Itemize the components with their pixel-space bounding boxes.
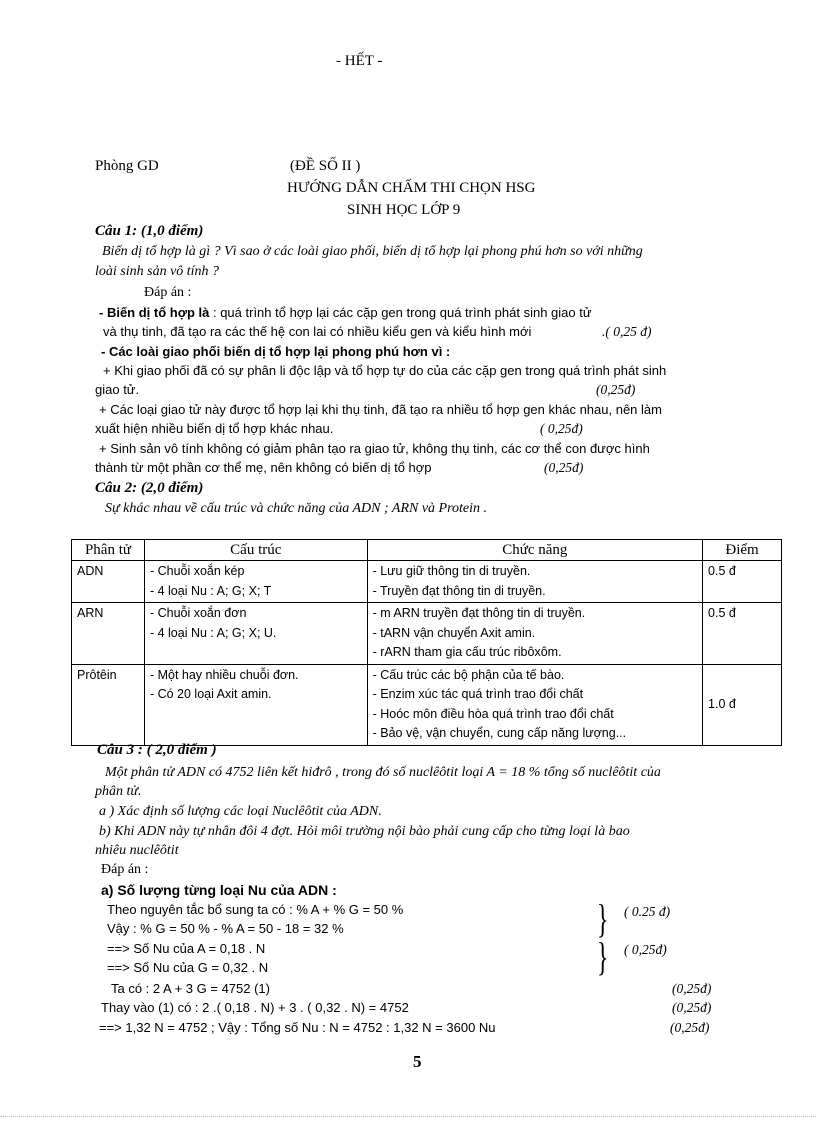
q1-point1-score: (0,25đ) (596, 382, 636, 397)
row-structure (144, 561, 367, 603)
row-structure (144, 603, 367, 665)
q3-question-line1: Một phân tử ADN có 4752 liên kết hiđrô , trong đó số nuclêôtit loại A = 18 % tổng số nuclêôtit của (105, 765, 661, 780)
q3-line3: ==> Số Nu của A = 0,18 . N (107, 941, 266, 956)
row-structure (144, 664, 367, 745)
q1-answer-label: Đáp án : (144, 285, 192, 300)
q3-label: Câu 3 : ( 2,0 điểm ) (97, 742, 217, 758)
function-line: - Cấu trúc các bộ phận của tế bào. (372, 667, 565, 682)
q1-def-line2: và thụ tinh, đã tạo ra các thế hệ con lai có nhiều kiểu gen và kiểu hình mới (103, 324, 532, 339)
comparison-table (71, 539, 782, 746)
q3-line34-score: ( 0,25đ) (624, 942, 667, 957)
table-header-row (72, 540, 782, 561)
q3-line4: ==> Số Nu của G = 0,32 . N (107, 960, 269, 975)
q3-line5-score: (0,25đ) (672, 981, 712, 996)
row-score: 1.0 đ (703, 664, 782, 745)
brace-icon: } (596, 896, 609, 941)
q3-question-a: a ) Xác định số lượng các loại Nuclêôtit của ADN. (99, 804, 382, 819)
office-label: Phòng GD (95, 158, 159, 174)
row-function (367, 664, 702, 745)
q3-line2: Vậy : % G = 50 % - % A = 50 - 18 = 32 % (107, 921, 344, 936)
q1-point2-score: ( 0,25đ) (540, 421, 583, 436)
q1-point1-line1: + Khi giao phối đã có sự phân li độc lập và tổ hợp tự do của các cặp gen trong quá trình phát sinh (103, 363, 667, 378)
row-score: 0.5 đ (703, 603, 782, 665)
function-line: - Truyền đạt thông tin di truyền. (372, 583, 546, 598)
q1-point3-line2: thành từ một phần cơ thể mẹ, nên không có biến dị tổ hợp (95, 460, 432, 475)
q1-def-score: .( 0,25 đ) (602, 324, 652, 339)
q1-why-heading: - Các loài giao phối biến dị tổ hợp lại phong phú hơn vì : (101, 344, 451, 359)
q3-line5: Ta có : 2 A + 3 G = 4752 (1) (111, 981, 270, 996)
table-row (72, 664, 782, 745)
q2-label: Câu 2: (2,0 điểm) (95, 480, 204, 496)
q3-line1: Theo nguyên tắc bổ sung ta có : % A + % G = 50 % (107, 902, 404, 917)
q3-question-b-line2: nhiêu nuclêôtit (95, 843, 179, 858)
structure-line: - 4 loại Nu : A; G; X; U. (149, 625, 277, 640)
q1-point3-score: (0,25đ) (544, 460, 584, 475)
q3-question-b-line1: b) Khi ADN này tự nhân đôi 4 đợt. Hỏi môi trường nội bào phải cung cấp cho từng loại là bao (99, 824, 630, 839)
row-molecule: ARN (72, 603, 145, 665)
structure-line: - Có 20 loại Axit amin. (149, 687, 272, 701)
row-function (367, 561, 702, 603)
q3-question-line2: phân tử. (95, 784, 142, 799)
structure-line: - 4 loại Nu : A; G; X; T (149, 583, 272, 598)
table-row (72, 603, 782, 665)
exam-number: (ĐỀ SỐ II ) (290, 158, 361, 174)
table-row (72, 561, 782, 603)
q1-point2-line1: + Các loại giao tử này được tổ hợp lại khi thụ tinh, đã tạo ra nhiều tổ hợp gen khác nhau, nên làm (99, 402, 662, 417)
page-number: 5 (413, 1052, 422, 1071)
row-score: 0.5 đ (703, 561, 782, 603)
q1-question-line2: loài sinh sản vô tính ? (95, 264, 220, 279)
end-mark: - HẾT - (336, 53, 383, 69)
q3-line12-score: ( 0.25 đ) (624, 904, 671, 919)
function-line: - Hoóc môn điều hòa quá trình trao đổi chất (372, 706, 614, 721)
q1-point2-line2: xuất hiện nhiều biến dị tổ hợp khác nhau. (95, 421, 334, 436)
header-score: Điểm (703, 540, 782, 561)
structure-line: - Chuỗi xoắn kép (149, 564, 245, 578)
q3-line7-score: (0,25đ) (670, 1020, 710, 1035)
function-line: - Bảo vệ, vận chuyển, cung cấp năng lượng... (372, 726, 627, 740)
function-line: - tARN vận chuyển Axit amin. (372, 625, 536, 640)
page-divider (0, 1116, 816, 1117)
q2-question: Sự khác nhau về cấu trúc và chức năng của ADN ; ARN và Protein . (105, 501, 488, 516)
q1-label: Câu 1: (1,0 điểm) (95, 223, 204, 239)
q1-def-term: - Biến dị tổ hợp là (99, 305, 210, 320)
q1-question-line1: Biến dị tổ hợp là gì ? Vì sao ở các loài giao phối, biến dị tổ hợp lại phong phú hơn so với những (102, 244, 643, 259)
q3-line6: Thay vào (1) có : 2 .( 0,18 . N) + 3 . ( 0,32 . N) = 4752 (101, 1000, 409, 1015)
q1-point3-line1: + Sinh sản vô tính không có giảm phân tạo ra giao tử, không thụ tinh, các cơ thể con được hình (99, 441, 650, 456)
header-structure: Cấu trúc (144, 540, 367, 561)
q3-line7: ==> 1,32 N = 4752 ; Vậy : Tổng số Nu : N = 4752 : 1,32 N = 3600 Nu (99, 1020, 496, 1035)
q1-point1-line2: giao tử. (95, 382, 140, 397)
header-molecule: Phân tử (72, 540, 145, 561)
q1-definition (99, 305, 592, 320)
q3-answer-label: Đáp án : (101, 862, 149, 877)
structure-line: - Chuỗi xoắn đơn (149, 606, 247, 620)
q3-a-heading: a) Số lượng từng loại Nu của ADN : (101, 882, 337, 898)
brace-icon: } (596, 934, 609, 979)
doc-title: HƯỚNG DẪN CHẤM THI CHỌN HSG (287, 180, 536, 196)
function-line: - Lưu giữ thông tin di truyền. (372, 564, 531, 578)
structure-line: - Một hay nhiều chuỗi đơn. (149, 667, 299, 682)
q1-def-text: : quá trình tổ hợp lại các cặp gen trong quá trình phát sinh giao tử (209, 305, 592, 320)
q3-line6-score: (0,25đ) (672, 1000, 712, 1015)
header-function: Chức năng (367, 540, 702, 561)
row-molecule: ADN (72, 561, 145, 603)
doc-subtitle: SINH HỌC LỚP 9 (347, 202, 461, 218)
row-molecule: Prôtêin (72, 664, 145, 745)
function-line: - Enzim xúc tác quá trình trao đổi chất (372, 687, 584, 701)
function-line: - rARN tham gia cấu trúc ribôxôm. (372, 645, 562, 659)
function-line: - m ARN truyền đạt thông tin di truyền. (372, 606, 586, 620)
row-function (367, 603, 702, 665)
